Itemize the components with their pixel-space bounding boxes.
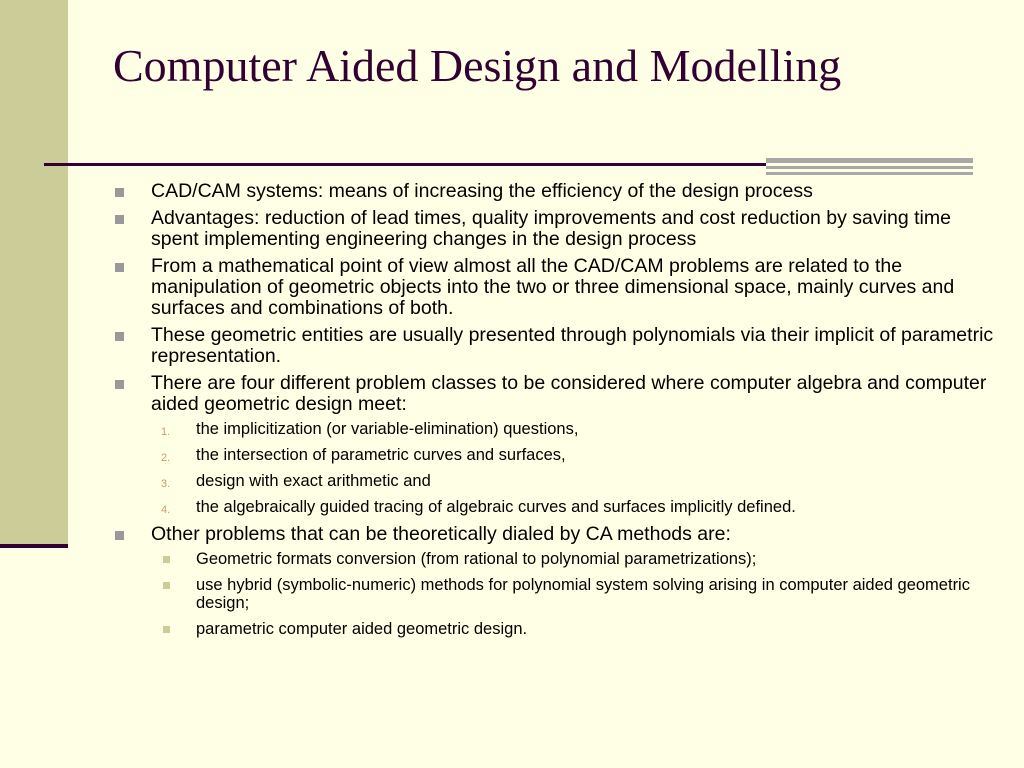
sub-bullet-item [149, 620, 994, 638]
bullet-item [114, 256, 994, 319]
item-number: 3. [161, 478, 171, 490]
square-bullet-icon [115, 380, 124, 389]
square-bullet-icon [115, 215, 124, 224]
numbered-item [149, 420, 994, 438]
sub-bullet-list [149, 550, 994, 638]
side-rule [0, 544, 68, 548]
small-square-bullet-icon [163, 556, 170, 563]
item-number: 1. [161, 426, 171, 438]
numbered-item [149, 446, 994, 464]
slide-title: Computer Aided Design and Modelling [113, 40, 842, 91]
square-bullet-icon [115, 332, 124, 341]
side-band [0, 0, 68, 544]
bullet-item [114, 181, 994, 202]
numbered-list [149, 420, 994, 516]
bullet-text: There are four different problem classes to be considered where computer algebra and computer aided geometric design meet: [151, 372, 987, 415]
sub-bullet-text: Geometric formats conversion (from rational to polynomial parametrizations); [196, 550, 757, 568]
item-number: 2. [161, 452, 171, 464]
decorative-bars [766, 158, 973, 178]
title-divider [44, 163, 766, 166]
bullet-list [114, 181, 994, 646]
numbered-text: design with exact arithmetic and [196, 472, 431, 490]
numbered-text: the intersection of parametric curves and surfaces, [196, 446, 566, 464]
numbered-text: the algebraically guided tracing of algebraic curves and surfaces implicitly defined. [196, 498, 796, 516]
item-number: 4. [161, 504, 171, 516]
bullet-item [114, 524, 994, 638]
numbered-text: the implicitization (or variable-elimination) questions, [196, 420, 579, 438]
square-bullet-icon [115, 188, 124, 197]
numbered-item [149, 472, 994, 490]
numbered-item [149, 498, 994, 516]
sub-bullet-item [149, 576, 994, 612]
sub-bullet-text: use hybrid (symbolic-numeric) methods for polynomial system solving arising in computer aided geometric design; [196, 576, 970, 612]
sub-bullet-text: parametric computer aided geometric design. [196, 620, 528, 638]
square-bullet-icon [115, 531, 124, 540]
small-square-bullet-icon [163, 626, 170, 633]
bullet-item [114, 325, 994, 367]
small-square-bullet-icon [163, 582, 170, 589]
bullet-text: From a mathematical point of view almost all the CAD/CAM problems are related to the manipulation of geometric objects into the two or three dimensional space, mainly curves and surfaces and combinations of both. [151, 255, 955, 319]
bullet-item [114, 208, 994, 250]
bullet-text: These geometric entities are usually presented through polynomials via their implicit of parametric representation. [151, 324, 994, 367]
bullet-item [114, 373, 994, 516]
bullet-text: CAD/CAM systems: means of increasing the efficiency of the design process [151, 180, 813, 202]
square-bullet-icon [115, 263, 124, 272]
sub-bullet-item [149, 550, 994, 568]
bullet-text: Other problems that can be theoretically dialed by CA methods are: [151, 523, 731, 545]
bullet-text: Advantages: reduction of lead times, quality improvements and cost reduction by saving time spent implementing engineering changes in the design process [151, 207, 951, 250]
